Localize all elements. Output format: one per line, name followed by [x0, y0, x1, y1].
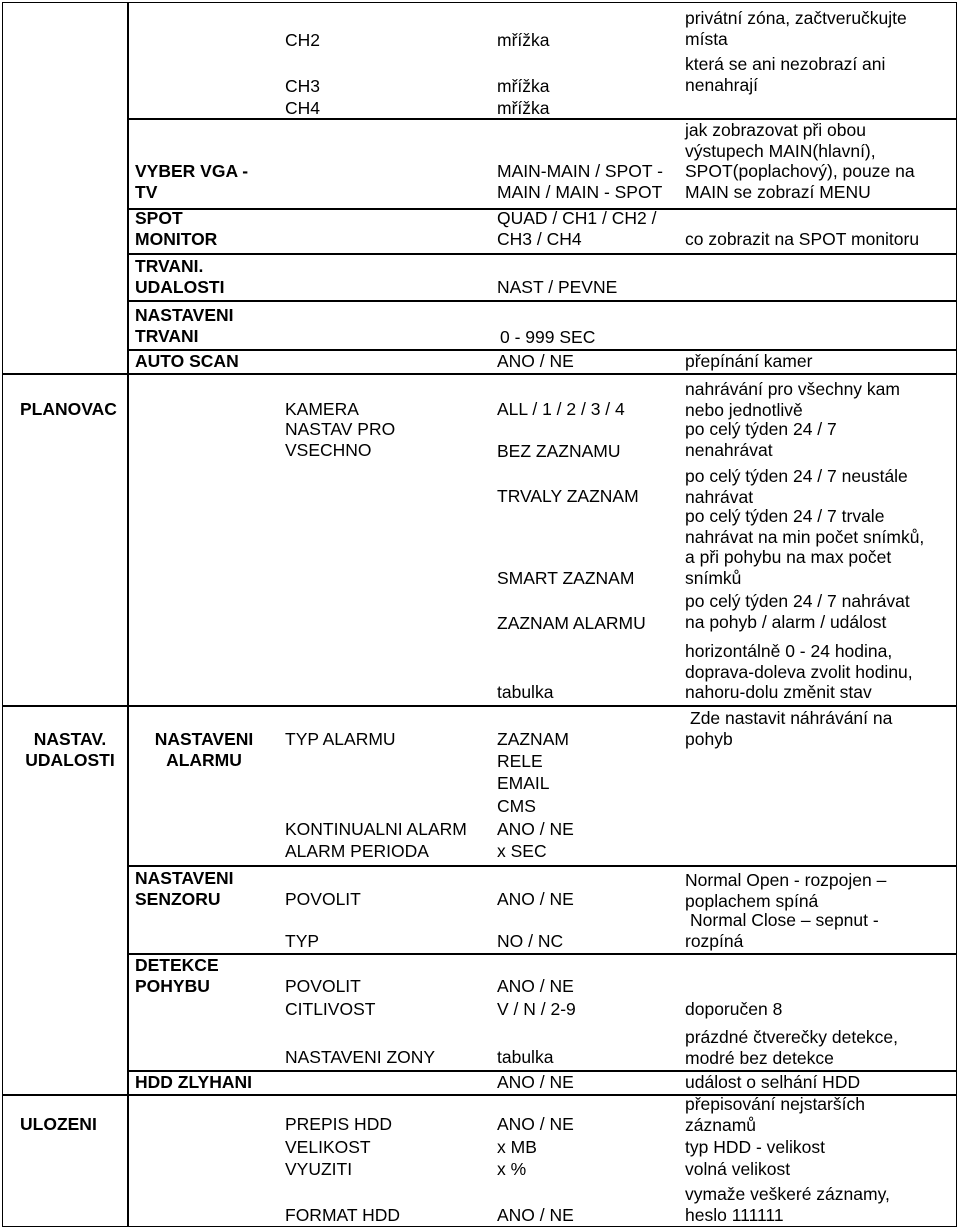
mode-smart-note: po celý týden 24 / 7 trvale nahrávat na min počet snímků, a při pohybu na max počet snímků — [685, 506, 925, 588]
ch3-item: CH3 — [285, 76, 321, 96]
zones-note: prázdné čtverečky detekce, modré bez detekce — [685, 1027, 899, 1068]
size-value: x MB — [497, 1137, 537, 1157]
ch3-note: která se ani nezobrazí ani nenahrají — [685, 54, 886, 95]
auto-scan-value: ANO / NE — [497, 351, 574, 371]
section-column-divider — [127, 2, 129, 1227]
event-duration-value: NAST / PEVNE — [497, 277, 618, 297]
alarm-type-item: TYP ALARMU — [285, 729, 396, 749]
format-item: FORMAT HDD — [285, 1205, 401, 1225]
alarm-type-note-line1: Zde nastavit náhrávání na — [690, 708, 893, 728]
alarm-period-item: ALARM PERIODA — [285, 841, 429, 861]
camera-value: ALL / 1 / 2 / 3 / 4 — [497, 399, 625, 419]
overwrite-value: ANO / NE — [497, 1114, 574, 1134]
alarm-type-value-relay: RELE — [497, 751, 543, 771]
sensor-settings-label: NASTAVENI SENZORU — [135, 868, 234, 909]
overwrite-note: přepisování nejstarších záznamů — [685, 1094, 865, 1135]
continuous-alarm-value: ANO / NE — [497, 819, 574, 839]
mode-continuous-value: TRVALY ZAZNAM — [497, 486, 639, 506]
continuous-alarm-item: KONTINUALNI ALARM — [285, 819, 467, 839]
spot-monitor-label: SPOT MONITOR — [135, 208, 218, 249]
sensitivity-item: CITLIVOST — [285, 999, 376, 1019]
ch4-item: CH4 — [285, 98, 321, 118]
motion-detection-label: DETEKCE POHYBU — [135, 955, 219, 996]
usage-item: VYUZITI — [285, 1159, 353, 1179]
row-divider — [127, 865, 957, 867]
mode-table-value: tabulka — [497, 682, 554, 702]
sensor-enable-value: ANO / NE — [497, 889, 574, 909]
set-all-item: NASTAV PRO VSECHNO — [285, 419, 396, 460]
ch2-note: privátní zóna, začtveručkujte místa — [685, 8, 907, 49]
section-title-storage: ULOZENI — [20, 1114, 97, 1134]
camera-item: KAMERA — [285, 399, 359, 419]
mode-no-record-value: BEZ ZAZNAMU — [497, 441, 621, 461]
spot-monitor-value: QUAD / CH1 / CH2 / CH3 / CH4 — [497, 208, 657, 249]
alarm-settings-label: NASTAVENI ALARMU — [154, 729, 254, 770]
usage-note: volná velikost — [685, 1159, 791, 1179]
section-divider — [2, 705, 957, 707]
spot-monitor-note: co zobrazit na SPOT monitoru — [685, 229, 920, 249]
sensor-type-value: NO / NC — [497, 931, 564, 951]
ch4-value: mřížka — [497, 98, 550, 118]
mode-smart-value: SMART ZAZNAM — [497, 568, 635, 588]
section-divider — [2, 373, 957, 375]
duration-setting-label: NASTAVENI TRVANI — [135, 305, 234, 346]
auto-scan-label: AUTO SCAN — [135, 351, 239, 371]
mode-alarm-note: po celý týden 24 / 7 nahrávat na pohyb / alarm / událost — [685, 591, 910, 632]
hdd-failure-note: událost o selhání HDD — [685, 1072, 861, 1092]
overwrite-item: PREPIS HDD — [285, 1114, 392, 1134]
row-divider — [127, 253, 957, 255]
size-note: typ HDD - velikost — [685, 1137, 826, 1157]
ch3-value: mřížka — [497, 76, 550, 96]
hdd-failure-value: ANO / NE — [497, 1072, 574, 1092]
ch2-value: mřížka — [497, 30, 550, 50]
ch2-item: CH2 — [285, 30, 321, 50]
sensor-enable-item: POVOLIT — [285, 889, 361, 909]
section-title-event-settings: NASTAV. UDALOSTI — [25, 729, 115, 770]
sensitivity-value: V / N / 2-9 — [497, 999, 576, 1019]
vga-tv-note: jak zobrazovat při obou výstupech MAIN(hlavní), SPOT(poplachový), pouze na MAIN se zobrazí MENU — [685, 120, 915, 202]
sensor-note-normal-open: Normal Open - rozpojen – poplachem spíná — [685, 870, 887, 911]
section-title-planovac: PLANOVAC — [20, 399, 117, 419]
vga-tv-value: MAIN-MAIN / SPOT - MAIN / MAIN - SPOT — [497, 161, 663, 202]
sensor-note-normal-close-line2: rozpíná — [685, 931, 744, 951]
vga-tv-label: VYBER VGA - TV — [135, 161, 249, 202]
mode-table-note: horizontálně 0 - 24 hodina, doprava-doleva zvolit hodinu, nahoru-dolu změnit stav — [685, 641, 913, 703]
zones-item: NASTAVENI ZONY — [285, 1047, 436, 1067]
sensor-note-normal-close: Normal Close – sepnut - — [690, 910, 879, 930]
event-duration-label: TRVANI. UDALOSTI — [135, 256, 225, 297]
alarm-period-value: x SEC — [497, 841, 547, 861]
alarm-type-note-line2: pohyb — [685, 729, 733, 749]
row-divider — [127, 953, 957, 955]
usage-value: x % — [497, 1159, 527, 1179]
mode-no-record-note: po celý týden 24 / 7 nenahrávat — [685, 419, 837, 460]
alarm-type-value-cms: CMS — [497, 796, 536, 816]
sensor-type-item: TYP — [285, 931, 320, 951]
auto-scan-note: přepínání kamer — [685, 351, 813, 371]
camera-note: nahrávání pro všechny kam nebo jednotlivě — [685, 379, 900, 420]
hdd-failure-label: HDD ZLYHANI — [135, 1072, 252, 1092]
motion-enable-value: ANO / NE — [497, 976, 574, 996]
row-divider — [127, 300, 957, 302]
duration-setting-value: 0 - 999 SEC — [500, 327, 596, 347]
format-value: ANO / NE — [497, 1205, 574, 1225]
sensitivity-note: doporučen 8 — [685, 999, 783, 1019]
size-item: VELIKOST — [285, 1137, 371, 1157]
mode-continuous-note: po celý týden 24 / 7 neustále nahrávat — [685, 466, 908, 507]
zones-value: tabulka — [497, 1047, 554, 1067]
alarm-type-value-email: EMAIL — [497, 773, 550, 793]
format-note: vymaže veškeré záznamy, heslo 111111 — [685, 1184, 890, 1225]
alarm-type-value-record: ZAZNAM — [497, 729, 569, 749]
motion-enable-item: POVOLIT — [285, 976, 361, 996]
mode-alarm-value: ZAZNAM ALARMU — [497, 613, 646, 633]
